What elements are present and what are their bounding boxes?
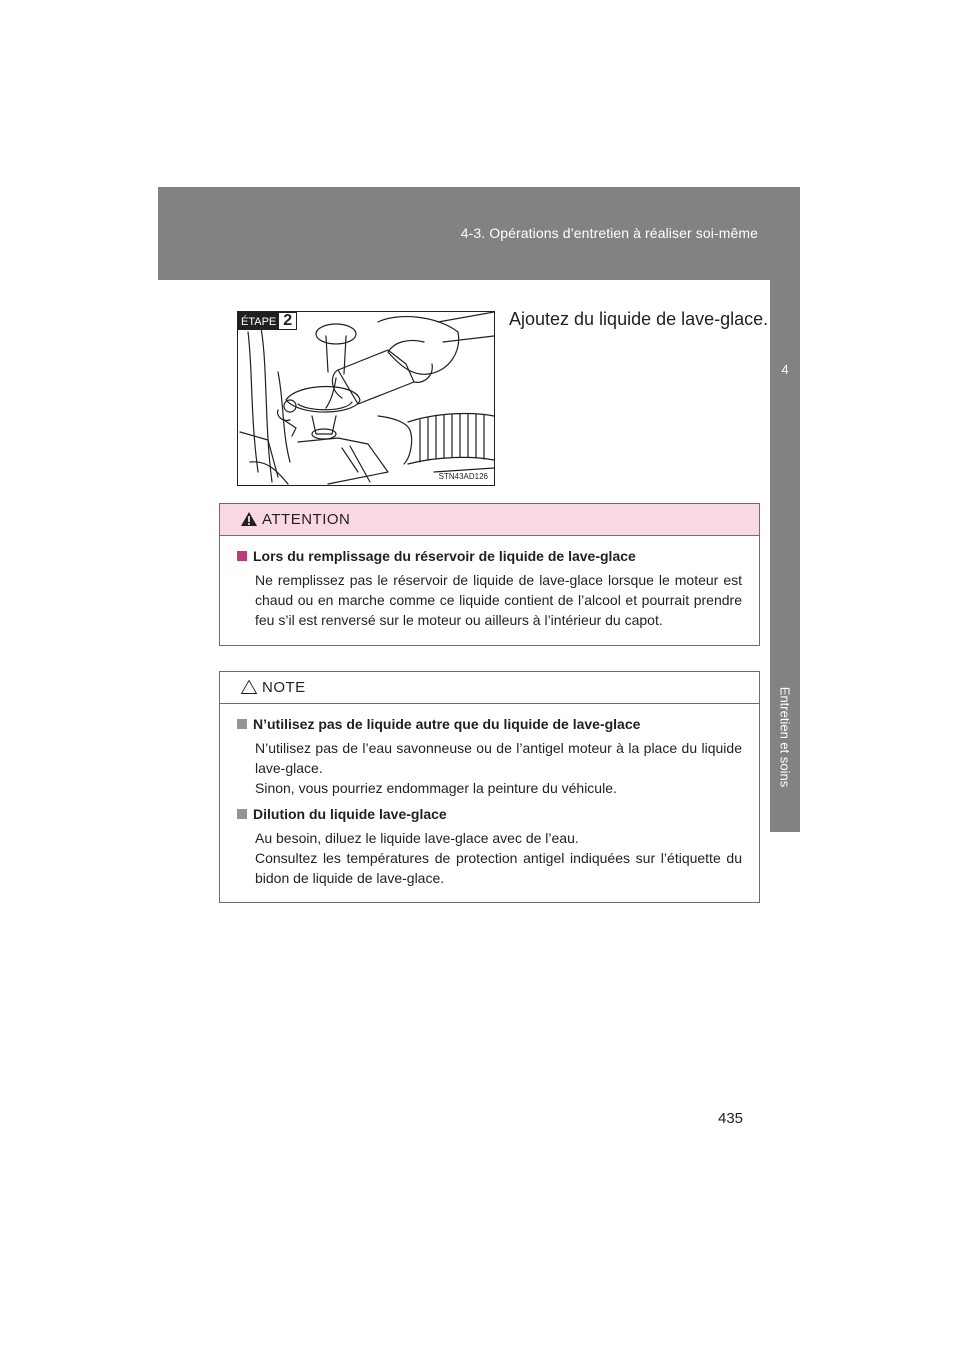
note-paragraph: Au besoin, diluez le liquide lave-glace avec de l’eau.: [255, 830, 579, 846]
square-bullet-icon: [237, 809, 247, 819]
section-header: [158, 187, 800, 280]
chapter-title: Entretien et soins: [777, 686, 793, 788]
step-badge-number: 2: [279, 312, 297, 330]
step-instruction: Ajoutez du liquide de lave-glace.: [509, 309, 769, 329]
note-label: NOTE: [262, 679, 306, 696]
note-item: [237, 804, 742, 888]
attention-box: [219, 503, 760, 646]
attention-header: [220, 504, 759, 536]
chapter-number: 4: [781, 362, 789, 377]
note-item: [237, 714, 742, 798]
note-paragraph: Consultez les températures de protection antigel indiquées sur l’étiquette du bidon de liquide de lave-glace.: [255, 850, 742, 886]
warning-filled-icon: [240, 511, 258, 527]
section-title: 4-3. Opérations d’entretien à réaliser soi-même: [460, 225, 758, 241]
step-badge: [238, 312, 297, 330]
warning-outline-icon: [240, 679, 258, 695]
note-header: [220, 672, 759, 704]
note-item-title: N’utilisez pas de liquide autre que du liquide de lave-glace: [237, 714, 742, 734]
square-bullet-icon: [237, 719, 247, 729]
note-item-title: Dilution du liquide lave-glace: [237, 804, 742, 824]
washer-fluid-illustration: [237, 311, 495, 486]
attention-paragraph: Ne remplissez pas le réservoir de liquide de lave-glace lorsque le moteur est chaud ou en marche comme ce liquide contient de l’alcool et pourrait prendre feu s’il est renversé sur le moteur ou ailleurs à l’intérieur du capot.: [255, 572, 742, 628]
note-paragraph: N’utilisez pas de l’eau savonneuse ou de l’antigel moteur à la place du liquide lave-glace.: [255, 740, 742, 776]
note-box: [219, 671, 760, 903]
attention-label: ATTENTION: [262, 511, 351, 528]
pouring-fluid-drawing: [238, 312, 494, 485]
figure-code: STN43AD126: [438, 472, 488, 481]
page-number: 435: [718, 1110, 744, 1127]
square-bullet-icon: [237, 551, 247, 561]
attention-body: [220, 536, 759, 630]
note-body: [220, 704, 759, 888]
note-paragraph: Sinon, vous pourriez endommager la peinture du véhicule.: [255, 780, 617, 796]
step-badge-word: ÉTAPE: [238, 312, 279, 330]
attention-item-title: Lors du remplissage du réservoir de liquide de lave-glace: [237, 546, 742, 566]
